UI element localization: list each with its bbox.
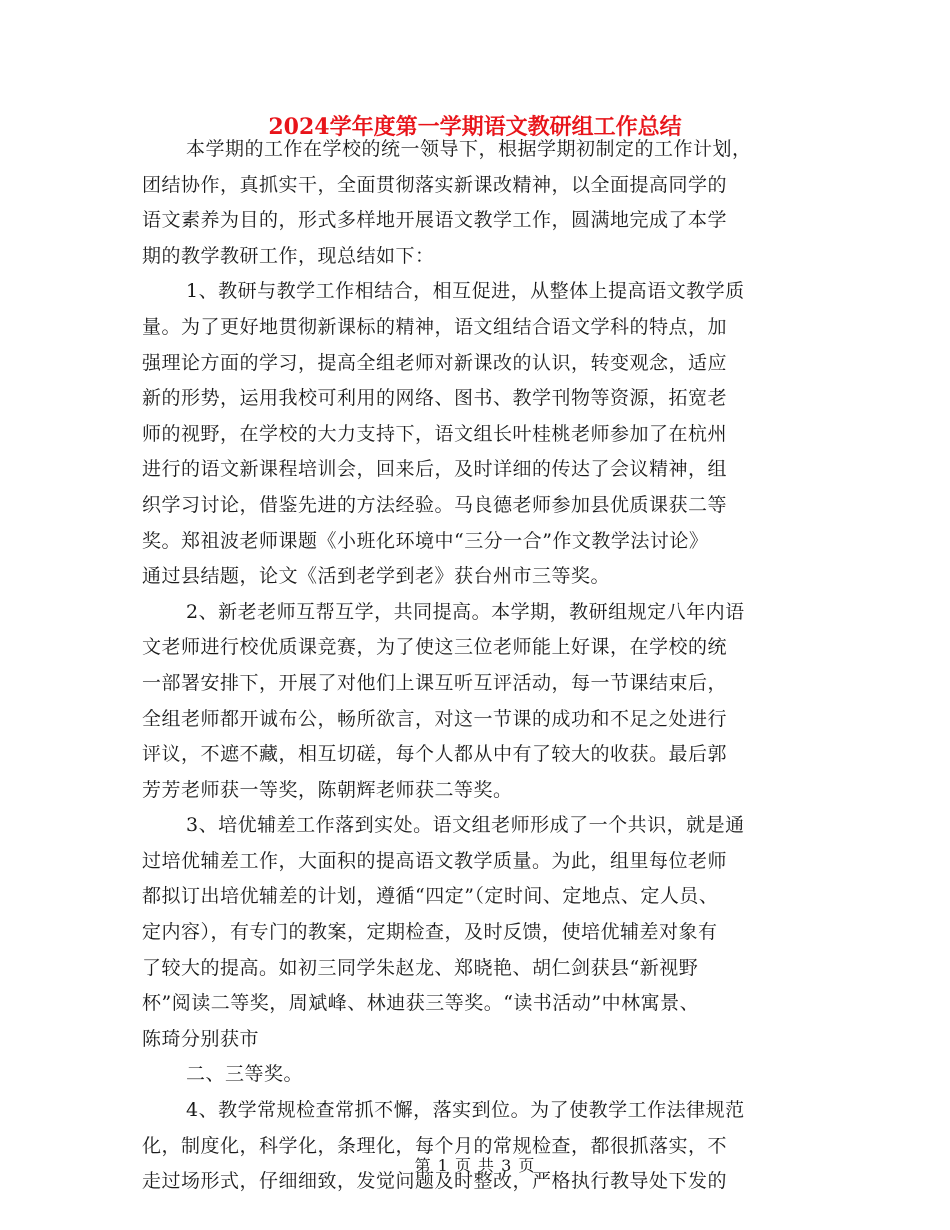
paragraph-line: 师的视野，在学校的大力支持下，语文组长叶桂桃老师参加了在杭州 [142, 422, 728, 445]
paragraph-line: 强理论方面的学习，提高全组老师对新课改的认识，转变观念，适应 [142, 351, 728, 374]
paragraph-line: 量。为了更好地贯彻新课标的精神，语文组结合语文学科的特点，加 [142, 315, 728, 338]
paragraph-line: 织学习讨论，借鉴先进的方法经验。马良德老师参加县优质课获二等 [142, 493, 728, 516]
paragraph-line: 一部署安排下，开展了对他们上课互听互评活动，每一节课结束后， [142, 671, 728, 694]
paragraph-line: 二、三等奖。 [186, 1063, 304, 1086]
paragraph-line: 通过县结题，论文《活到老学到老》获台州市三等奖。 [142, 565, 611, 588]
paragraph-line: 了较大的提高。如初三同学朱赵龙、郑晓艳、胡仁剑获县“新视野 [142, 956, 699, 979]
paragraph-line: 文老师进行校优质课竞赛，为了使这三位老师能上好课，在学校的统 [142, 636, 728, 659]
paragraph-line: 期的教学教研工作，现总结如下： [142, 244, 435, 267]
paragraph-line: 2、新老老师互帮互学，共同提高。本学期，教研组规定八年内语 [186, 600, 745, 623]
paragraph-line: 过培优辅差工作，大面积的提高语文教学质量。为此，组里每位老师 [142, 849, 728, 872]
paragraph-line: 全组老师都开诚布公，畅所欲言，对这一节课的成功和不足之处进行 [142, 707, 728, 730]
document-body [142, 132, 810, 1200]
paragraph-line: 3、培优辅差工作落到实处。语文组老师形成了一个共识，就是通 [186, 814, 745, 837]
paragraph-line: 化，制度化，科学化，条理化，每个月的常规检查，都很抓落实，不 [142, 1134, 728, 1157]
paragraph-line: 4、教学常规检查常抓不懈，落实到位。为了使教学工作法律规范 [186, 1099, 745, 1122]
paragraph-line: 芳芳老师获一等奖，陈朝辉老师获二等奖。 [142, 778, 513, 801]
paragraph-line: 杯”阅读二等奖，周斌峰、林迪获三等奖。“读书活动”中林寓景、 [142, 992, 700, 1015]
paragraph-line: 都拟订出培优辅差的计划，遵循“四定”（定时间、定地点、定人员、 [142, 885, 719, 908]
paragraph-line: 语文素养为目的，形式多样地开展语文教学工作，圆满地完成了本学 [142, 209, 728, 232]
paragraph-line: 本学期的工作在学校的统一领导下，根据学期初制定的工作计划， [186, 138, 752, 160]
paragraph-line: 定内容），有专门的教案，定期检查，及时反馈，使培优辅差对象有 [142, 921, 718, 944]
page-number-footer: 第 1 页 共 3 页 [414, 1156, 536, 1175]
paragraph-line: 奖。郑祖波老师课题《小班化环境中“三分一合”作文教学法讨论》 [142, 529, 709, 552]
paragraph-line: 新的形势，运用我校可利用的网络、图书、教学刊物等资源，拓宽老 [142, 387, 728, 410]
paragraph-line: 团结协作，真抓实干，全面贯彻落实新课改精神，以全面提高同学的 [142, 173, 728, 196]
paragraph-line: 1、教研与教学工作相结合，相互促进，从整体上提高语文教学质 [186, 280, 745, 303]
document-title: 2024学年度第一学期语文教研组工作总结 [268, 114, 682, 140]
paragraph-line: 评议，不遮不藏，相互切磋，每个人都从中有了较大的收获。最后郭 [142, 743, 728, 766]
paragraph-line: 进行的语文新课程培训会，回来后，及时详细的传达了会议精神，组 [142, 458, 728, 481]
paragraph-line: 陈琦分别获市 [142, 1027, 260, 1050]
paragraph-line: 走过场形式，仔细细致，发觉问题及时整改，严格执行教导处下发的 [142, 1170, 728, 1193]
